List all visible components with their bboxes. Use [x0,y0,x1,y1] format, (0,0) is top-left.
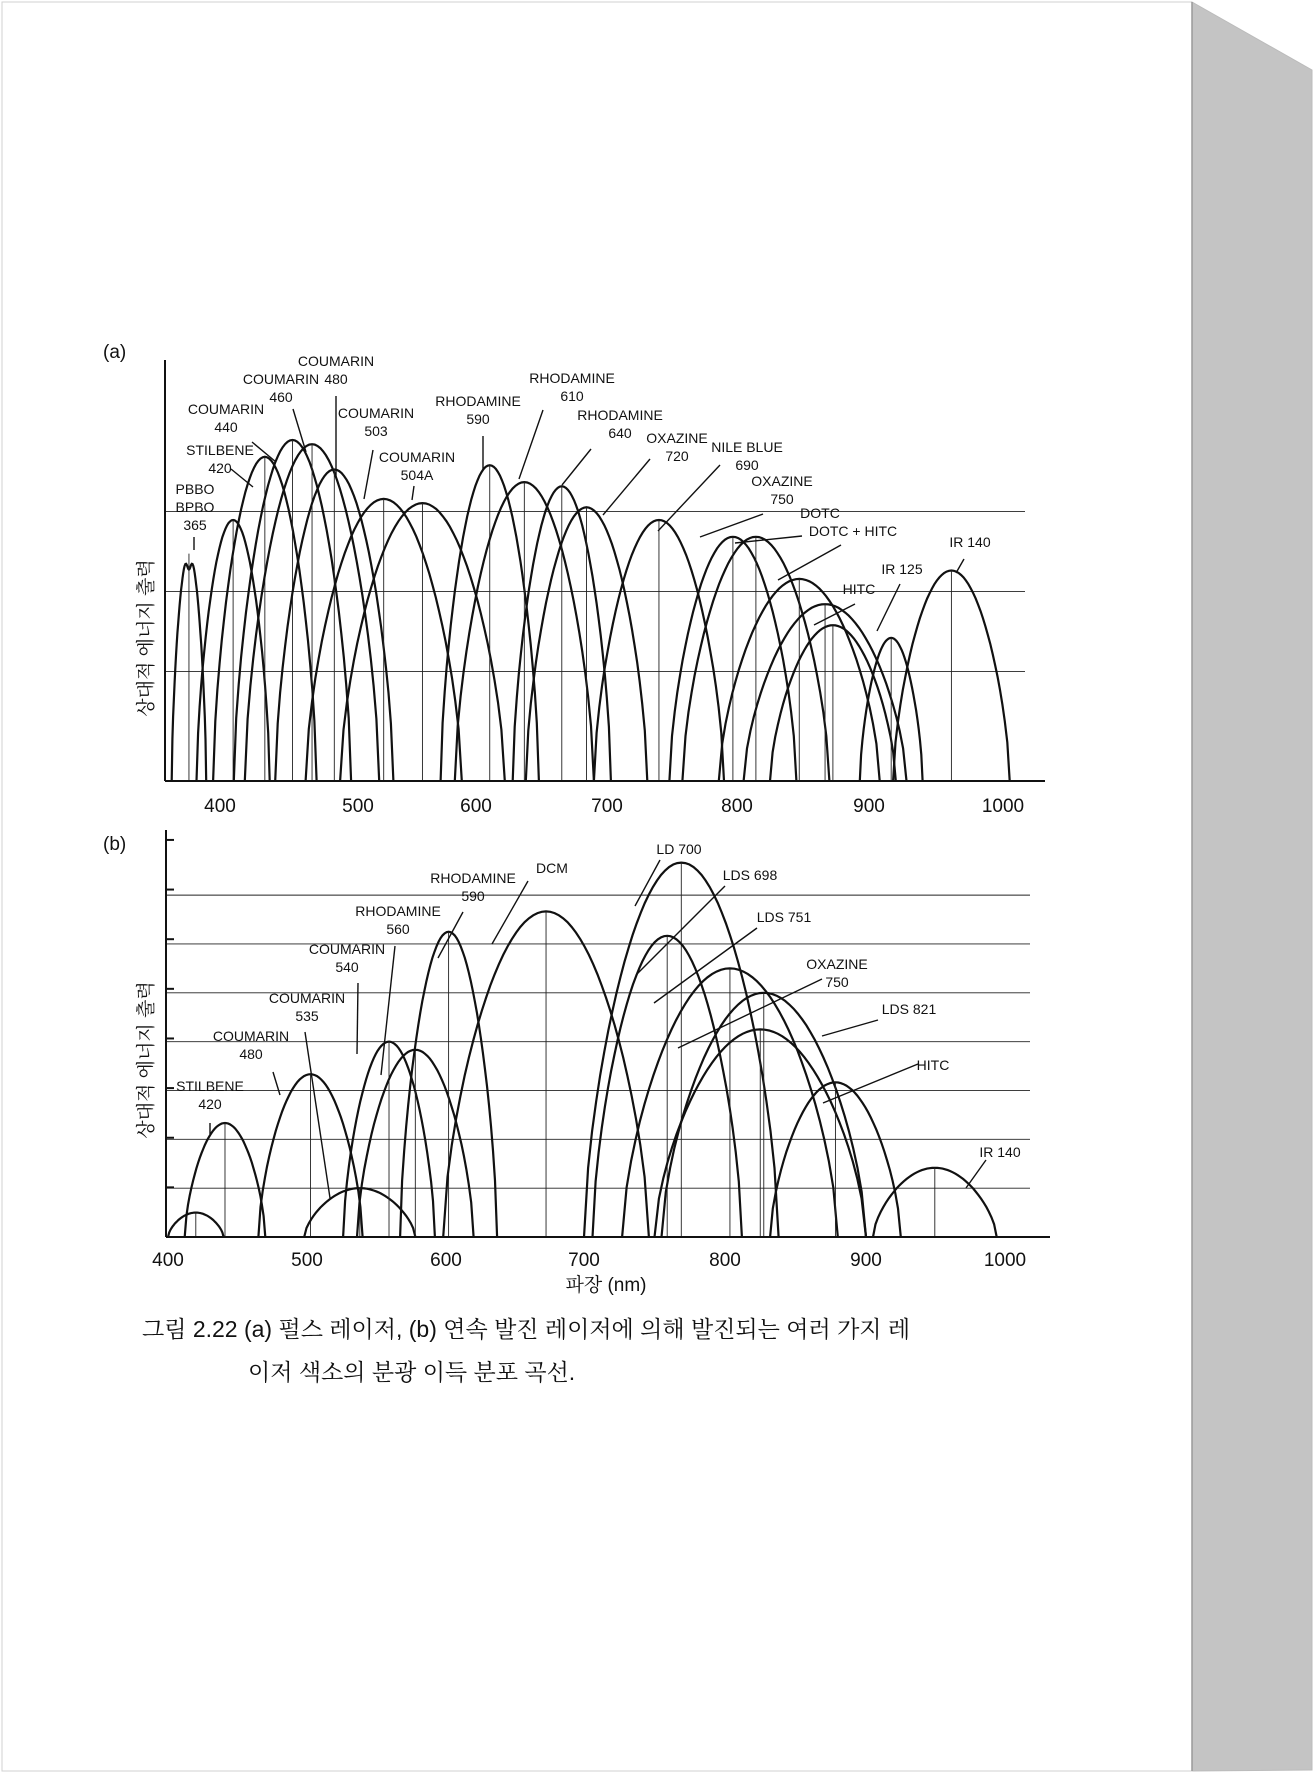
page-paper [2,2,1192,1771]
dye-label-text-a-rhodamine-640-1: 640 [608,425,632,441]
dye-label-text-b-stilbene-420-1: 420 [198,1096,222,1112]
panel-a-ylabel: 상대적 에너지 출력 [136,559,157,717]
dye-label-text-a-coumarin-504a-1: 504A [400,467,434,483]
dye-label-text-b-coumarin-535-0: COUMARIN [268,990,346,1006]
dye-label-text-b-hitc-0: HITC [916,1057,950,1073]
x-tick-label-1-800: 800 [709,1250,741,1271]
dye-label-text-a-pbbo-bpbo-365-2: 365 [183,517,207,533]
dye-label-text-b-lds-821-0: LDS 821 [881,1001,937,1017]
x-tick-label-1-700: 700 [568,1250,600,1271]
dye-label-text-a-oxazine-750-0: OXAZINE [751,473,813,489]
dye-label-text-a-oxazine-720-0: OXAZINE [646,430,708,446]
dye-label-text-a-coumarin-440-1: 440 [214,419,238,435]
dye-label-text-a-rhodamine-590-1: 590 [466,411,490,427]
x-tick-label-0-400: 400 [204,796,236,817]
dye-label-text-a-ir-125-0: IR 125 [881,561,923,577]
dye-label-text-a-pbbo-bpbo-365-0: PBBO [175,481,215,497]
dye-label-text-b-dcm-0: DCM [536,860,568,876]
dye-label-text-b-ir-140-0: IR 140 [979,1144,1021,1160]
x-tick-label-0-900: 900 [853,796,885,817]
dye-label-text-b-rhodamine-590-1: 590 [461,888,485,904]
dye-label-text-a-stilbene-420-0: STILBENE [186,442,254,458]
dye-label-text-a-rhodamine-610-1: 610 [560,388,584,404]
dye-label-text-a-coumarin-503-1: 503 [364,423,388,439]
dye-label-text-b-coumarin-480-0: COUMARIN [212,1028,290,1044]
dye-label-text-a-coumarin-460-1: 460 [269,389,293,405]
dye-label-text-a-oxazine-750-1: 750 [770,491,794,507]
caption-line-1: 그림 2.22 (a) 펄스 레이저, (b) 연속 발진 레이저에 의해 발진되는 여러 가지 레 [142,1316,911,1342]
x-tick-label-0-1000: 1000 [981,796,1025,817]
dye-label-text-b-coumarin-540-0: COUMARIN [308,941,386,957]
panel-b-xlabel: 파장 (nm) [565,1275,647,1296]
dye-label-text-b-rhodamine-560-1: 560 [386,921,410,937]
x-tick-label-1-600: 600 [430,1250,462,1271]
panel-b-label: (b) [103,834,127,855]
dye-label-text-a-oxazine-720-1: 720 [665,448,689,464]
dye-label-text-a-coumarin-480-1: 480 [324,371,348,387]
panel-a-label: (a) [103,342,127,363]
dye-label-text-b-lds-698-0: LDS 698 [722,867,778,883]
dye-label-text-b-ld-700-0: LD 700 [656,841,702,857]
dye-label-text-b-stilbene-420-0: STILBENE [176,1078,244,1094]
dye-label-text-a-coumarin-440-0: COUMARIN [187,401,265,417]
caption-line-2: 이저 색소의 분광 이득 분포 곡선. [248,1359,576,1385]
dye-label-text-b-oxazine-750-1: 750 [825,974,849,990]
dye-label-text-a-coumarin-480-0: COUMARIN [297,353,375,369]
dye-label-text-b-rhodamine-560-0: RHODAMINE [355,903,441,919]
dye-label-text-a-rhodamine-640-0: RHODAMINE [577,407,663,423]
dye-label-text-b-rhodamine-590-0: RHODAMINE [430,870,516,886]
dye-label-text-a-rhodamine-610-0: RHODAMINE [529,370,615,386]
x-tick-label-1-500: 500 [291,1250,323,1271]
dye-label-text-a-nile-blue-690-1: 690 [735,457,759,473]
x-tick-label-0-500: 500 [342,796,374,817]
x-tick-label-1-900: 900 [850,1250,882,1271]
x-tick-label-0-700: 700 [591,796,623,817]
dye-label-text-a-dotc-hitc-0: DOTC + HITC [808,523,898,539]
dye-label-text-a-nile-blue-690-0: NILE BLUE [711,439,783,455]
dye-label-text-a-coumarin-503-0: COUMARIN [337,405,415,421]
x-tick-label-1-1000: 1000 [983,1250,1027,1271]
dye-label-text-b-coumarin-535-1: 535 [295,1008,319,1024]
dye-label-text-a-ir-140-0: IR 140 [949,534,991,550]
dye-label-text-b-lds-751-0: LDS 751 [756,909,812,925]
x-tick-label-1-400: 400 [152,1250,184,1271]
leader-line-b-coumarin-540 [357,983,358,1054]
panel-b-ylabel: 상대적 에너지 출력 [136,981,157,1139]
dye-label-text-b-oxazine-750-0: OXAZINE [806,956,868,972]
dye-label-text-a-stilbene-420-1: 420 [208,460,232,476]
dye-label-text-a-coumarin-460-0: COUMARIN [242,371,320,387]
dye-label-text-a-hitc-0: HITC [842,581,876,597]
dye-label-text-a-rhodamine-590-0: RHODAMINE [435,393,521,409]
dye-label-text-b-coumarin-480-1: 480 [239,1046,263,1062]
dye-label-text-a-dotc-0: DOTC [800,505,840,521]
x-tick-label-0-800: 800 [721,796,753,817]
dye-label-text-a-pbbo-bpbo-365-1: BPBO [175,499,215,515]
page-side-shadow [1192,2,1312,1771]
x-tick-label-0-600: 600 [460,796,492,817]
dye-label-text-a-coumarin-504a-0: COUMARIN [378,449,456,465]
dye-label-text-b-coumarin-540-1: 540 [335,959,359,975]
